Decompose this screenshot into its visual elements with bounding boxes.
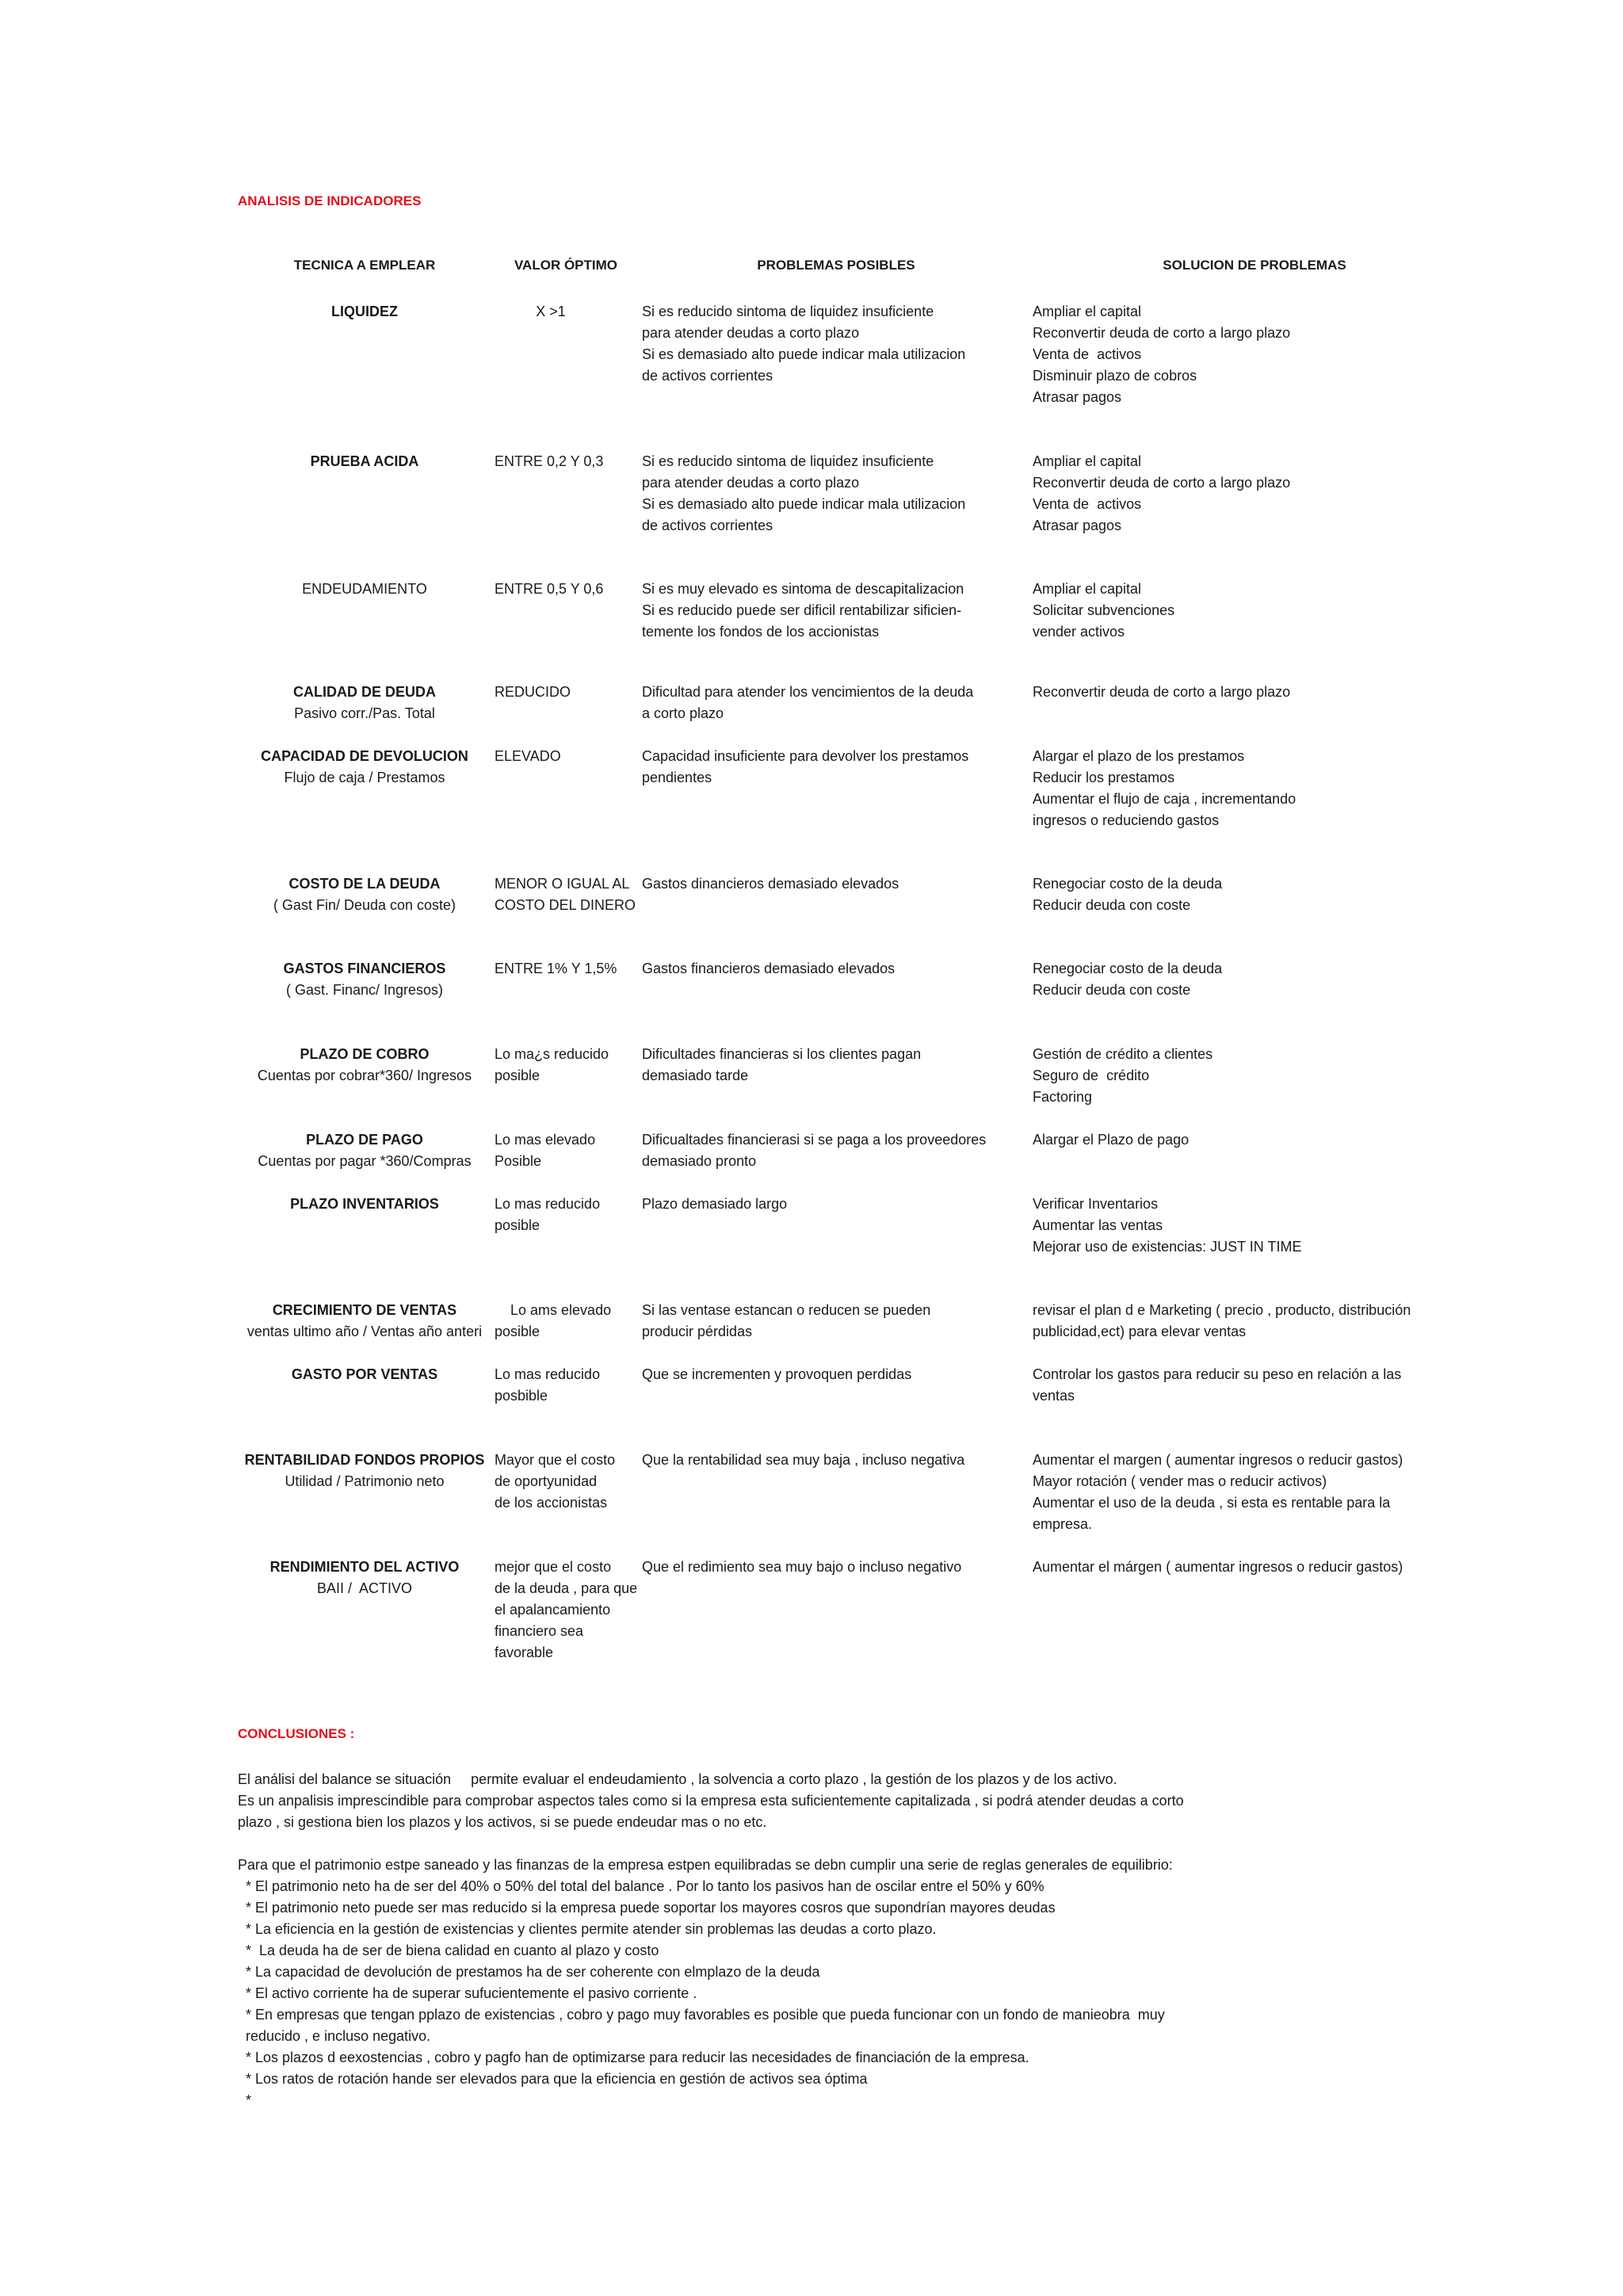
indicator-cell	[230, 451, 499, 472]
indicator-cell	[230, 873, 499, 916]
problem-solutions: Ampliar el capital Reconvertir deuda de corto a largo plazo Venta de activos Disminuir plazo de cobros Atrasar pagos	[1033, 304, 1291, 405]
optimal-value: ENTRE 0,5 Y 0,6	[495, 581, 604, 597]
indicator-formula: Flujo de caja / Prestamos	[284, 770, 445, 785]
optimal-value: Lo mas elevado Posible	[495, 1132, 596, 1169]
problem-solutions: Ampliar el capital Solicitar subvenciones vender activos	[1033, 581, 1175, 640]
indicator-formula: Cuentas por cobrar*360/ Ingresos	[257, 1068, 472, 1083]
indicator-cell	[230, 1557, 499, 1599]
indicator-cell	[230, 1129, 499, 1172]
rule-item: * El patrimonio neto puede ser mas reducido si la empresa puede soportar los mayores cosros que supondrían mayores deudas	[238, 1900, 1056, 1916]
possible-problems: Gastos dinancieros demasiado elevados	[642, 876, 899, 892]
possible-problems: Si las ventase estancan o reducen se pueden producir pérdidas	[642, 1302, 931, 1339]
indicator-name: CRECIMIENTO DE VENTAS	[272, 1302, 457, 1318]
indicator-cell	[230, 682, 499, 724]
optimal-value: ENTRE 0,2 Y 0,3	[495, 453, 604, 469]
rule-item: * En empresas que tengan pplazo de existencias , cobro y pago muy favorables es posible que pueda funcionar con un fondo de manieobra muy reducido , e incluso negativo.	[246, 2007, 1165, 2044]
possible-problems: Dificultad para atender los vencimientos de la deuda a corto plazo	[642, 684, 974, 721]
optimal-value: REDUCIDO	[495, 684, 571, 700]
problem-solutions: Aumentar el margen ( aumentar ingresos o reducir gastos) Mayor rotación ( vender mas o reducir activos) Aumentar el uso de la deuda , si esta es rentable para la empresa.	[1033, 1452, 1403, 1532]
problem-solutions: Alargar el plazo de los prestamos Reducir los prestamos Aumentar el flujo de caja , incrementando ingresos o reduciendo gastos	[1033, 748, 1296, 828]
indicator-name: PLAZO DE PAGO	[306, 1132, 423, 1148]
optimal-value: Mayor que el costo de oportyunidad de los accionistas	[495, 1452, 616, 1511]
indicator-cell	[230, 958, 499, 1001]
possible-problems: Que el redimiento sea muy bajo o incluso negativo	[642, 1559, 962, 1575]
header-problemas: PROBLEMAS POSIBLES	[757, 258, 915, 273]
indicator-formula: Cuentas por pagar *360/Compras	[258, 1153, 472, 1169]
possible-problems: Que se incrementen y provoquen perdidas	[642, 1366, 912, 1382]
rule-item: * El patrimonio neto ha de ser del 40% o 50% del total del balance . Por lo tanto los pasivos han de oscilar entre el 50% y 60%	[238, 1878, 1044, 1894]
problem-solutions: Aumentar el márgen ( aumentar ingresos o reducir gastos)	[1033, 1559, 1403, 1575]
conclusions-title: CONCLUSIONES :	[238, 1726, 355, 1741]
optimal-value: mejor que el costo de la deuda , para que el apalancamiento financiero sea favorable	[495, 1559, 638, 1660]
optimal-value: Lo mas reducido posible	[495, 1196, 601, 1233]
indicator-cell	[230, 1300, 499, 1343]
header-tecnica: TECNICA A EMPLEAR	[293, 258, 436, 273]
rule-item: * La eficiencia en la gestión de existencias y clientes permite atender sin problemas las deudas a corto plazo.	[238, 1921, 937, 1937]
indicator-name: RENDIMIENTO DEL ACTIVO	[269, 1559, 460, 1575]
indicator-name: PLAZO DE COBRO	[300, 1046, 430, 1062]
indicator-formula: Utilidad / Patrimonio neto	[285, 1473, 445, 1489]
indicator-name: COSTO DE LA DEUDA	[288, 876, 441, 892]
problem-solutions: Gestión de crédito a clientes Seguro de crédito Factoring	[1033, 1046, 1213, 1105]
indicator-name: CAPACIDAD DE DEVOLUCION	[261, 748, 468, 764]
indicator-name: GASTOS FINANCIEROS	[283, 961, 446, 976]
indicator-formula: ( Gast. Financ/ Ingresos)	[285, 982, 444, 998]
indicator-cell	[230, 301, 499, 323]
rule-item: * La capacidad de devolución de prestamos ha de ser coherente con elmplazo de la deuda	[238, 1964, 820, 1980]
indicator-cell	[230, 1450, 499, 1492]
indicator-name: GASTO POR VENTAS	[291, 1366, 438, 1382]
optimal-value: MENOR O IGUAL AL COSTO DEL DINERO	[495, 876, 636, 913]
rule-item: * La deuda ha de ser de biena calidad en cuanto al plazo y costo	[238, 1943, 659, 1958]
possible-problems: Dificualtades financierasi si se paga a los proveedores demasiado pronto	[642, 1132, 987, 1169]
indicator-formula: Pasivo corr./Pas. Total	[294, 705, 435, 721]
document-title: ANALISIS DE INDICADORES	[238, 193, 422, 208]
indicator-cell	[230, 1364, 499, 1385]
possible-problems: Gastos financieros demasiado elevados	[642, 961, 896, 976]
indicator-name: LIQUIDEZ	[331, 304, 398, 319]
optimal-value: ENTRE 1% Y 1,5%	[495, 961, 617, 976]
indicator-name: RENTABILIDAD FONDOS PROPIOS	[244, 1452, 485, 1468]
conclusions-paragraph-2: Para que el patrimonio estpe saneado y las finanzas de la empresa estpen equilibradas se debn cumplir una serie de reglas generales de equilibrio:	[238, 1857, 1173, 1873]
rule-item: * El activo corriente ha de superar sufucientemente el pasivo corriente .	[238, 1985, 697, 2001]
indicator-name: CALIDAD DE DEUDA	[293, 684, 436, 700]
possible-problems: Que la rentabilidad sea muy baja , incluso negativa	[642, 1452, 965, 1468]
optimal-value: Lo ma¿s reducido posible	[495, 1046, 609, 1083]
problem-solutions: Reconvertir deuda de corto a largo plazo	[1033, 684, 1291, 700]
header-soluciones: SOLUCION DE PROBLEMAS	[1163, 258, 1346, 273]
rule-item: * Los ratos de rotación hande ser elevados para que la eficiencia en gestión de activos sea óptima	[238, 2071, 868, 2087]
indicator-formula: ( Gast Fin/ Deuda con coste)	[273, 897, 456, 913]
indicator-name: PRUEBA ACIDA	[310, 453, 419, 469]
indicator-cell	[230, 579, 499, 600]
problem-solutions: Renegociar costo de la deuda Reducir deuda con coste	[1033, 961, 1223, 998]
possible-problems: Capacidad insuficiente para devolver los prestamos pendientes	[642, 748, 969, 785]
optimal-value: ELEVADO	[495, 748, 561, 764]
problem-solutions: Renegociar costo de la deuda Reducir deuda con coste	[1033, 876, 1223, 913]
rule-item: *	[238, 2092, 252, 2108]
optimal-value: Lo mas reducido posbible	[495, 1366, 601, 1404]
problem-solutions: revisar el plan d e Marketing ( precio , producto, distribución publicidad,ect) para elevar ventas	[1033, 1302, 1411, 1339]
indicator-formula: ventas ultimo año / Ventas año anteri	[246, 1324, 483, 1339]
problem-solutions: Controlar los gastos para reducir su peso en relación a las ventas	[1033, 1366, 1402, 1404]
indicator-cell	[230, 746, 499, 789]
header-valor-optimo: VALOR ÓPTIMO	[514, 258, 617, 273]
possible-problems: Si es muy elevado es sintoma de descapitalizacion Si es reducido puede ser dificil rentabilizar sificien- temente los fondos de los accionistas	[642, 581, 964, 640]
optimal-value: Lo ams elevado posible	[495, 1302, 612, 1339]
possible-problems: Si es reducido sintoma de liquidez insuficiente para atender deudas a corto plazo Si es demasiado alto puede indicar mala utilizacion de activos corrientes	[642, 453, 966, 533]
problem-solutions: Verificar Inventarios Aumentar las ventas Mejorar uso de existencias: JUST IN TIME	[1033, 1196, 1302, 1255]
possible-problems: Si es reducido sintoma de liquidez insuficiente para atender deudas a corto plazo Si es demasiado alto puede indicar mala utilizacion de activos corrientes	[642, 304, 966, 384]
indicator-name: PLAZO INVENTARIOS	[290, 1196, 439, 1212]
rule-item: * Los plazos d eexostencias , cobro y pagfo han de optimizarse para reducir las necesidades de financiación de la empresa.	[238, 2050, 1029, 2065]
indicator-cell	[230, 1194, 499, 1215]
indicator-formula: BAII / ACTIVO	[316, 1580, 413, 1596]
indicator-cell	[230, 1044, 499, 1087]
indicator-name: ENDEUDAMIENTO	[302, 581, 427, 597]
conclusions-paragraph-1: El análisi del balance se situación permite evaluar el endeudamiento , la solvencia a corto plazo , la gestión de los plazos y de los activo. Es un anpalisis imprescindible para comprobar aspectos tales como si la empresa esta suficientemente capitalizada , si podrá atender deudas a corto plazo , si gestiona bien los plazos y los activos, si se puede endeudar mas o no etc.	[238, 1771, 1184, 1830]
problem-solutions: Ampliar el capital Reconvertir deuda de corto a largo plazo Venta de activos Atrasar pagos	[1033, 453, 1291, 533]
conclusions-rules-list	[238, 1876, 1165, 2111]
problem-solutions: Alargar el Plazo de pago	[1033, 1132, 1190, 1148]
optimal-value: X >1	[536, 304, 566, 319]
possible-problems: Dificultades financieras si los clientes pagan demasiado tarde	[642, 1046, 922, 1083]
possible-problems: Plazo demasiado largo	[642, 1196, 788, 1212]
